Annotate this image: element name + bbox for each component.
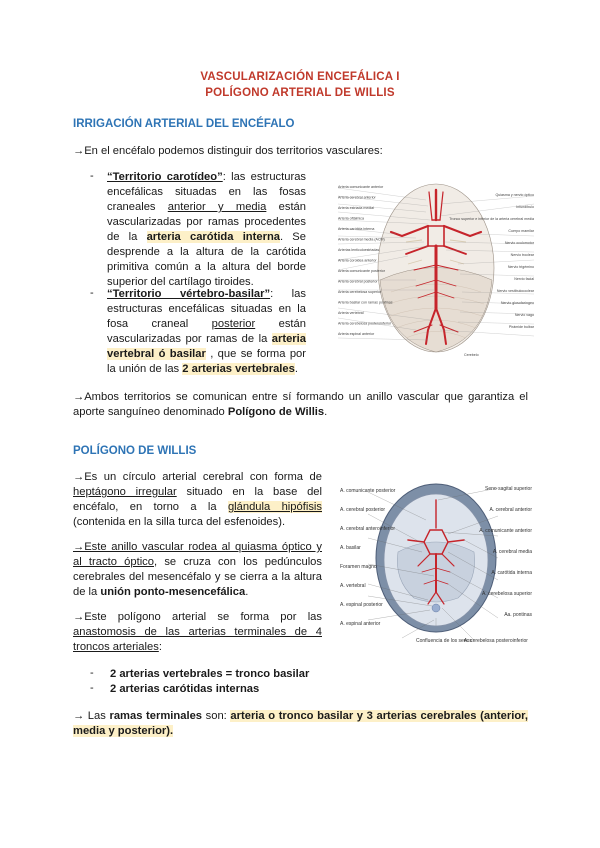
willis-paragraph-1 xyxy=(73,470,322,530)
p3-text-2: : xyxy=(158,641,162,653)
p1-underline: heptágono irregular xyxy=(73,486,177,498)
section-heading-irrigacion: IRRIGACIÓN ARTERIAL DEL ENCÉFALO xyxy=(73,118,295,130)
p1-text-3: (contenida en la silla turca del esfenoides). xyxy=(73,516,286,528)
conclusion-end: . xyxy=(324,406,328,418)
intro-paragraph: →En el encéfalo podemos distinguir dos territorios vasculares: xyxy=(73,145,383,157)
fig1-right-label-4: Nervio oculomotor xyxy=(504,241,534,245)
fig2-right-label-5: A. cerebelosa superior xyxy=(481,591,532,597)
fig1-right-label-5: Nervio troclear xyxy=(510,253,534,257)
bullet-dash: - xyxy=(90,682,94,694)
final-highlight: arteria o tronco basilar y 3 arterias cerebrales (anterior, media y posterior). xyxy=(73,710,528,737)
fig1-left-label-3: Arteria oftálmica xyxy=(338,216,364,221)
fig2-bottom-label-2: A. cerebelosa posteroinferior xyxy=(464,638,528,644)
final-text-2: son: xyxy=(202,710,231,722)
fig1-right-label-2: Tronco superior e inferior de la arteria cerebral media xyxy=(449,217,534,221)
fig2-right-label-4: A. carótida interna xyxy=(491,570,532,576)
fig1-left-label-7: Arteria coroidea anterior xyxy=(338,258,377,263)
fig1-left-label-11: Arteria basilar con ramas pontinas xyxy=(338,300,393,305)
vertebro-territory-paragraph xyxy=(107,287,306,377)
fig2-right-label-3: A. cerebral media xyxy=(492,549,532,555)
vertebro-term: “Territorio vértebro-basilar” xyxy=(107,288,271,300)
p1-highlight: glándula hipófisis xyxy=(227,501,322,513)
fig1-right-label-9: Nervio glosofaríngeo xyxy=(500,301,534,305)
vertebro-text-1: : las estructuras encefálicas situadas en la fosa craneal xyxy=(107,288,306,330)
fig2-left-label-2: A. cerebral anteroinferior xyxy=(340,526,396,532)
willis-polygon-figure xyxy=(338,480,534,650)
p3-text-1: →Este polígono arterial se forma por las xyxy=(73,611,322,623)
fig2-left-label-4: Foramen magno xyxy=(340,564,377,570)
carotid-highlight: arteria carótida interna xyxy=(146,231,280,243)
bullet-item-2: 2 arterias carótidas internas xyxy=(110,683,260,695)
vertebro-highlight-2: 2 arterias vertebrales xyxy=(182,363,295,375)
willis-paragraph-3 xyxy=(73,610,322,655)
fig1-left-label-10: Arteria cerebelosa superior xyxy=(338,290,382,294)
fig2-right-label-0: Seno sagital superior xyxy=(485,486,532,492)
conclusion-paragraph xyxy=(73,390,528,420)
document-title-line2: POLÍGONO ARTERIAL DE WILLIS xyxy=(205,87,395,99)
vertebro-underline: posterior xyxy=(211,318,256,330)
fig2-bottom-label-1: Confluencia de los senos xyxy=(416,638,472,644)
p2-text-1: , se cruza con los pedúnculos cerebrales del mesencéfalo y se cierra a la altura de la xyxy=(73,556,322,598)
fig1-right-label-7: Nervio facial xyxy=(514,277,534,281)
fig1-right-label-3: Cuerpo mamilar xyxy=(508,229,534,233)
fig1-left-label-5: Arteria cerebral media (ACM) xyxy=(338,237,385,242)
fig1-left-label-6: Arterias lenticuloestriadas xyxy=(338,248,380,252)
p2-underline: →Este anillo vascular rodea al quiasma óptico y al tracto óptico xyxy=(73,541,322,568)
fig2-left-label-5: A. vertebral xyxy=(340,583,366,589)
vertebro-text-4: . xyxy=(294,363,298,375)
p1-text-2: situado en la base del encéfalo, en torno a la xyxy=(73,486,322,513)
willis-paragraph-2 xyxy=(73,540,322,600)
fig1-left-label-4: Arteria carótida interna xyxy=(338,227,375,231)
fig2-right-label-1: A. cerebral anterior xyxy=(489,507,532,513)
conclusion-text: →Ambos territorios se comunican entre sí formando un anillo vascular que garantiza el aporte sanguíneo denominado xyxy=(73,391,528,418)
carotid-text-3: . Se desprende a la altura de la carótida primitiva común a la altura del borde superior del cartílago tiroides. xyxy=(107,231,306,288)
carotid-territory-paragraph xyxy=(107,170,306,290)
fig1-right-label-0: Quiasma y nervio óptico xyxy=(495,193,534,197)
fig1-right-label-6: Nervio trigémino xyxy=(507,265,534,269)
bullet-dash: - xyxy=(90,170,94,182)
fig1-left-label-1: Arteria cerebral anterior xyxy=(338,195,376,200)
fig1-right-label-10: Nervio vago xyxy=(514,313,534,317)
p3-underline: anastomosis de las arterias terminales de 4 troncos arteriales xyxy=(73,626,322,653)
fig1-left-label-2: Arteria estriada medial xyxy=(338,206,374,210)
p2-bold: unión ponto-mesencefálica xyxy=(100,586,246,598)
final-text-1: → Las xyxy=(73,710,110,722)
final-bold: ramas terminales xyxy=(109,710,203,722)
bullet-item-1: 2 arterias vertebrales = tronco basilar xyxy=(110,668,310,680)
fig1-bottom-label: Cerebelo xyxy=(464,353,479,357)
fig1-left-label-0: Arteria comunicante anterior xyxy=(338,185,384,189)
carotid-text-1: : las estructuras encefálicas situadas en las fosas craneales xyxy=(107,171,307,213)
fig2-left-label-6: A. espinal posterior xyxy=(340,602,383,608)
bullet-dash: - xyxy=(90,667,94,679)
fig2-left-label-7: A. espinal anterior xyxy=(340,621,381,627)
fig1-left-label-13: Arteria cerebelosa posteroinferior xyxy=(338,321,392,326)
conclusion-bold: Polígono de Willis xyxy=(227,406,325,418)
fig1-left-label-14: Arteria espinal anterior xyxy=(338,332,375,336)
document-title-line1: VASCULARIZACIÓN ENCEFÁLICA I xyxy=(200,71,400,83)
p2-text-2: . xyxy=(245,586,249,598)
p1-text-1: →Es un círculo arterial cerebral con forma de xyxy=(73,471,322,483)
carotid-term: “Territorio carotídeo” xyxy=(107,171,223,183)
fig1-right-label-1: Infundíbulo xyxy=(516,205,534,209)
fig1-left-label-12: Arteria vertebral xyxy=(338,311,364,315)
brain-arteries-figure xyxy=(336,180,536,358)
section-heading-poligono: POLÍGONO DE WILLIS xyxy=(73,445,197,457)
vertebro-text-2: están vascularizadas por ramas de la xyxy=(107,318,306,345)
fig2-right-label-6: Aa. pontinas xyxy=(504,612,532,618)
carotid-text-2: están vascularizadas por ramas procedentes de la xyxy=(107,201,307,243)
fig2-left-label-1: A. cerebral posterior xyxy=(340,507,386,513)
vertebro-text-3: , que se forma por la unión de las xyxy=(107,348,306,375)
carotid-underline: anterior y media xyxy=(167,201,267,213)
bullet-dash: - xyxy=(90,287,94,299)
fig1-right-label-11: Pirámide bulbar xyxy=(508,325,534,329)
fig1-right-label-8: Nervio vestibulococlear xyxy=(496,289,534,293)
fig1-left-label-9: Arteria cerebral posterior xyxy=(338,279,378,284)
fig2-left-label-3: A. basilar xyxy=(340,545,361,551)
fig2-left-label-0: A. comunicante posterior xyxy=(340,488,396,494)
fig2-right-label-2: A. comunicante anterior xyxy=(479,528,532,534)
fig1-left-label-8: Arteria comunicante posterior xyxy=(338,269,385,273)
vertebro-highlight: arteria vertebral ó basilar xyxy=(107,333,306,360)
final-paragraph xyxy=(73,709,528,739)
